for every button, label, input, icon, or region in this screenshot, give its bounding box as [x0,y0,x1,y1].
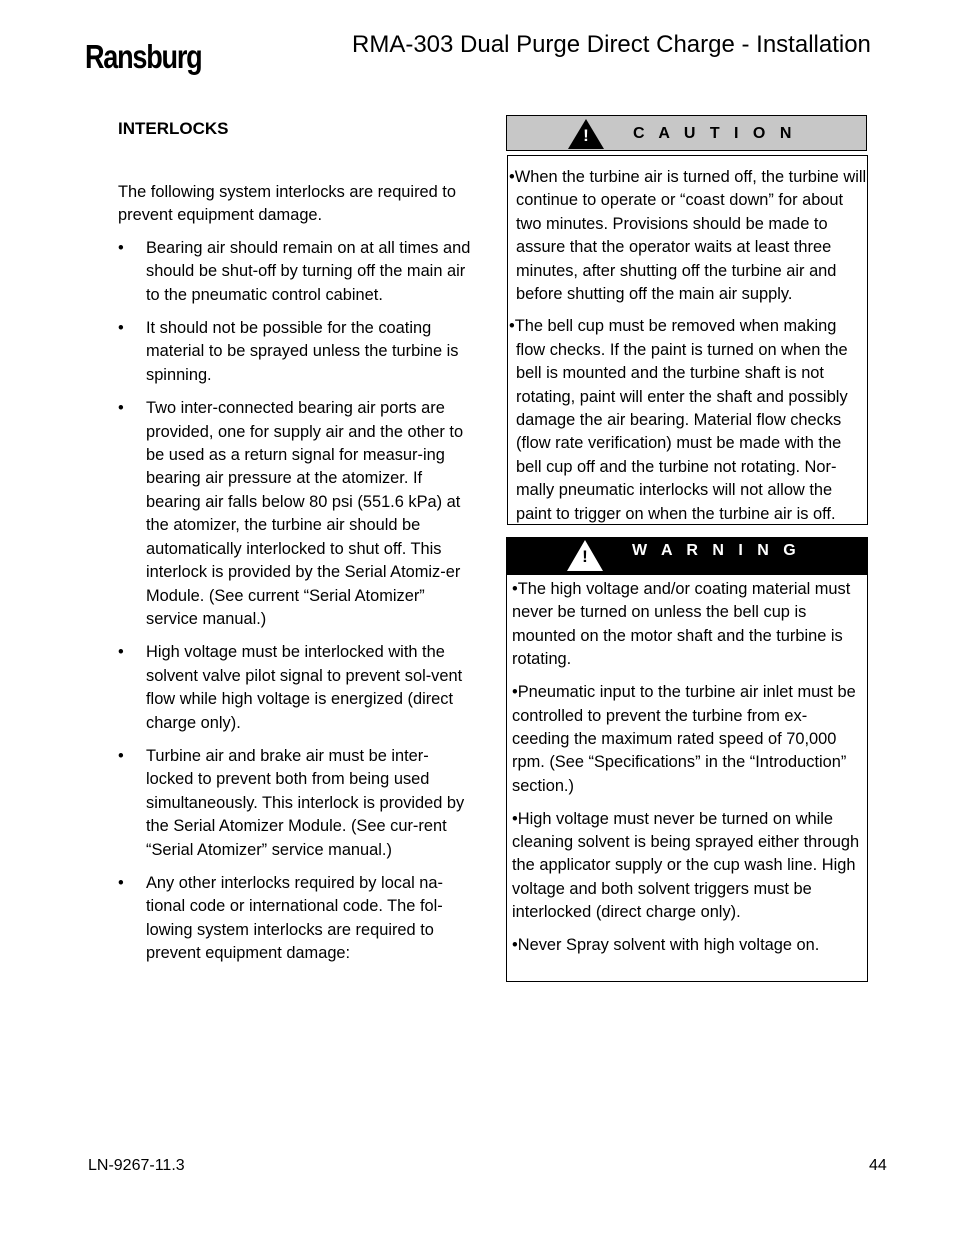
warning-header [506,537,868,575]
caution-notes [508,156,867,526]
warning-label: W A R N I N G [632,542,801,559]
caution-box [507,155,868,525]
list-item [118,237,473,307]
list-item-text: Any other interlocks required by local na-tional code or international code. The fol-lowing system interlocks are required to prevent equipment damage: [146,873,444,963]
list-item [118,745,473,862]
list-item [118,397,473,631]
list-item-text: It should not be possible for the coating material to be sprayed unless the turbine is spinning. [146,319,459,384]
exclamation-icon: ! [583,126,589,145]
interlocks-section [118,118,473,976]
list-item [118,641,473,735]
warning-note: •High voltage must never be turned on while cleaning solvent is being sprayed either through the applicator supply or the cup wash line. High voltage and both solvent triggers must be interlocked (direct charge only). [512,809,860,922]
caution-label: C A U T I O N [633,125,797,142]
list-item-text: Two inter-connected bearing air ports are provided, one for supply air and the other to be used as a return signal for measur-ing bearing air pressure at the atomizer. If bearing air falls below 80 psi (551.6 kPa) at the atomizer, the turbine air should be automatically interlocked to shut off. This interlock is provided by the Serial Atomiz-er Module. (See current “Serial Atomizer” service manual.) [146,399,464,628]
caution-note: •The bell cup must be removed when making flow checks. If the paint is turned on when the bell is mounted and the turbine shaft is not rotating, paint will enter the shaft and possibly damage the air bearing. Material flow checks (flow rate verification) must be made with the bell cup off and the turbine not rotating. Nor-mally pneumatic interlocks will not allow the paint to trigger on when the turbine air is off. [509,317,848,523]
caution-header [506,115,867,151]
bullet-icon: • [118,238,124,257]
bullet-icon: • [118,319,124,338]
warning-box [506,575,868,982]
bullet-icon: • [118,399,124,418]
bullet-icon: • [118,643,124,662]
list-item [118,317,473,387]
warning-note: •The high voltage and/or coating material must never be turned on unless the bell cup is mounted on the motor shaft and the turbine is rotating. [512,580,851,669]
exclamation-icon: ! [582,547,588,566]
intro-paragraph: The following system interlocks are required to prevent equipment damage. [118,183,456,225]
list-item-text: Bearing air should remain on at all times and should be shut-off by turning off the main air to the pneumatic control cabinet. [146,238,471,304]
ransburg-logo: Ransburg [85,38,202,75]
interlock-list [118,237,473,966]
warning-notes [507,575,867,958]
section-heading: INTERLOCKS [118,119,229,138]
document-title: RMA-303 Dual Purge Direct Charge - Installation [352,31,871,58]
list-item-text: Turbine air and brake air must be inter-locked to prevent both from being used simultaneously. This interlock is provided by the Serial Atomizer Module. (See cur-rent “Serial Atomizer” service manual.) [146,746,465,859]
caution-note: •When the turbine air is turned off, the turbine will continue to operate or “coast down” for about two minutes. Provisions should be made to assure that the operator waits at least three minutes, after shutting off the turbine air and before shutting off the main air supply. [509,168,867,304]
bullet-icon: • [118,873,124,892]
warning-note: •Pneumatic input to the turbine air inlet must be controlled to prevent the turbine from ex-ceeding the maximum rated speed of 70,000 rpm. (See “Specifications” in the “Introduction” section.) [512,683,856,795]
bullet-icon: • [118,746,124,765]
list-item [118,872,473,966]
warning-note: •Never Spray solvent with high voltage on. [512,936,820,955]
list-item-text: High voltage must be interlocked with the solvent valve pilot signal to prevent sol-vent flow while high voltage is energized (direct charge only). [146,643,463,732]
document-number: LN-9267-11.3 [88,1157,185,1174]
page-number: 44 [869,1157,887,1174]
